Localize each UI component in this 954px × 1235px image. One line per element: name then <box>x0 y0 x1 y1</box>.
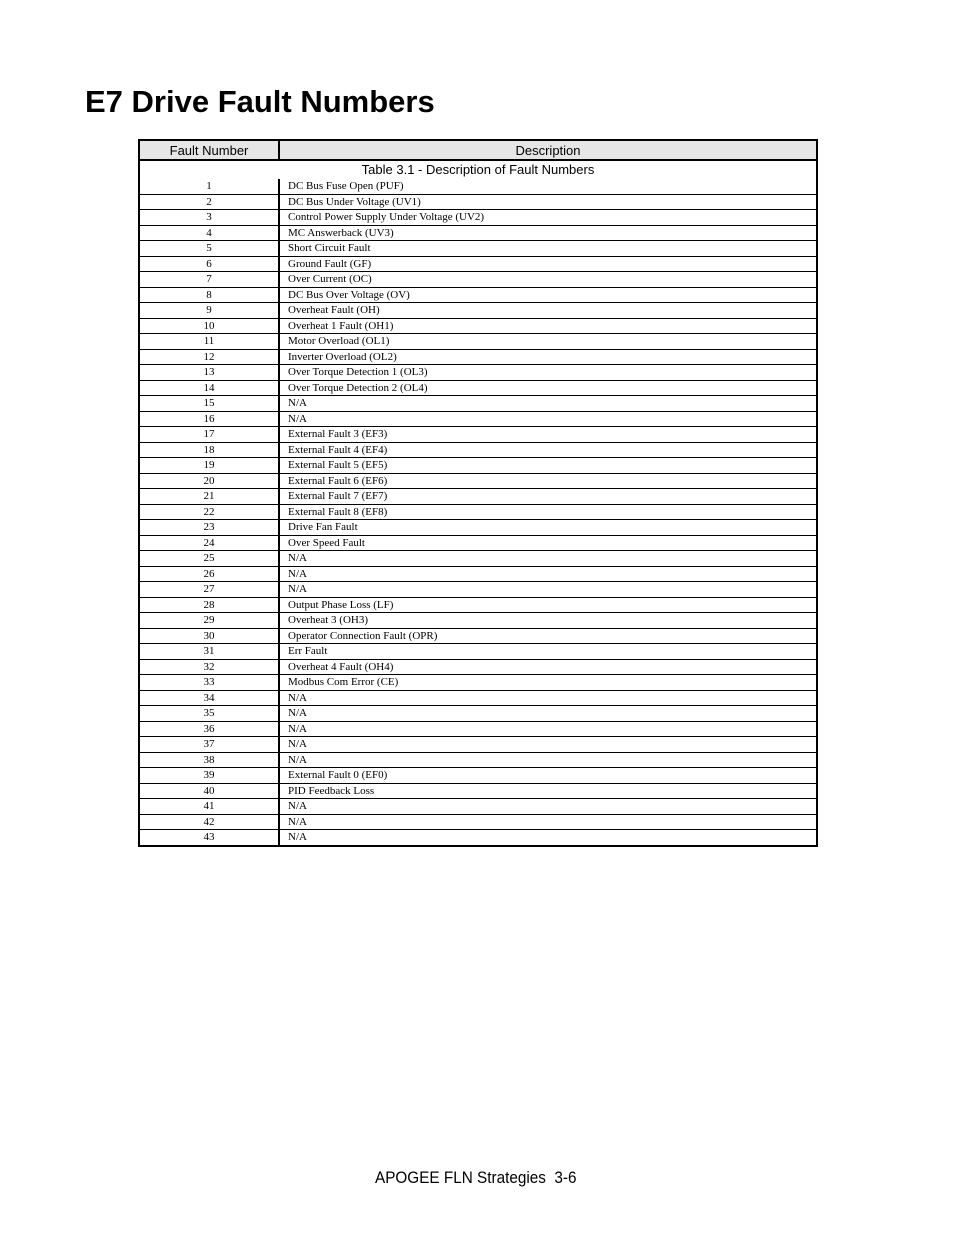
fault-number-cell: 6 <box>139 256 279 272</box>
fault-description-cell: Overheat 1 Fault (OH1) <box>279 318 817 334</box>
page-title: E7 Drive Fault Numbers <box>85 84 435 119</box>
header-fault-number: Fault Number <box>139 140 279 160</box>
fault-number-cell: 18 <box>139 442 279 458</box>
fault-number-cell: 2 <box>139 194 279 210</box>
table-row <box>139 349 817 365</box>
table-row <box>139 334 817 350</box>
fault-number-cell: 39 <box>139 768 279 784</box>
fault-number-cell: 17 <box>139 427 279 443</box>
table-row <box>139 396 817 412</box>
table-row <box>139 690 817 706</box>
table-row <box>139 597 817 613</box>
fault-number-cell: 7 <box>139 272 279 288</box>
fault-number-cell: 14 <box>139 380 279 396</box>
table-row <box>139 752 817 768</box>
fault-description-cell: MC Answerback (UV3) <box>279 225 817 241</box>
table-caption-group <box>139 160 817 179</box>
table-row <box>139 303 817 319</box>
fault-description-cell: External Fault 4 (EF4) <box>279 442 817 458</box>
fault-description-cell: Modbus Com Error (CE) <box>279 675 817 691</box>
table-row <box>139 628 817 644</box>
fault-description-cell: Motor Overload (OL1) <box>279 334 817 350</box>
fault-description-cell: Overheat 4 Fault (OH4) <box>279 659 817 675</box>
table-row <box>139 318 817 334</box>
fault-description-cell: Over Speed Fault <box>279 535 817 551</box>
table-row <box>139 830 817 846</box>
fault-number-cell: 8 <box>139 287 279 303</box>
table-row <box>139 241 817 257</box>
fault-description-cell: External Fault 5 (EF5) <box>279 458 817 474</box>
table-row <box>139 551 817 567</box>
fault-number-cell: 31 <box>139 644 279 660</box>
table-row <box>139 458 817 474</box>
fault-description-cell: PID Feedback Loss <box>279 783 817 799</box>
header-description: Description <box>279 140 817 160</box>
fault-description-cell: DC Bus Under Voltage (UV1) <box>279 194 817 210</box>
fault-description-cell: Overheat 3 (OH3) <box>279 613 817 629</box>
fault-description-cell: N/A <box>279 799 817 815</box>
table-row <box>139 380 817 396</box>
fault-number-cell: 4 <box>139 225 279 241</box>
table-caption-row <box>139 160 817 179</box>
fault-number-cell: 33 <box>139 675 279 691</box>
page-footer: APOGEE FLN Strategies 3-6 <box>375 1168 577 1187</box>
fault-description-cell: External Fault 3 (EF3) <box>279 427 817 443</box>
fault-number-cell: 15 <box>139 396 279 412</box>
fault-number-cell: 21 <box>139 489 279 505</box>
fault-description-cell: Short Circuit Fault <box>279 241 817 257</box>
fault-number-cell: 29 <box>139 613 279 629</box>
fault-description-cell: N/A <box>279 737 817 753</box>
table-row <box>139 179 817 194</box>
fault-number-cell: 38 <box>139 752 279 768</box>
table-row <box>139 473 817 489</box>
fault-number-cell: 41 <box>139 799 279 815</box>
fault-description-cell: External Fault 6 (EF6) <box>279 473 817 489</box>
table-header-row <box>139 140 817 160</box>
fault-description-cell: DC Bus Over Voltage (OV) <box>279 287 817 303</box>
table-row <box>139 411 817 427</box>
table-row <box>139 768 817 784</box>
fault-number-cell: 24 <box>139 535 279 551</box>
fault-description-cell: Control Power Supply Under Voltage (UV2) <box>279 210 817 226</box>
table-row <box>139 582 817 598</box>
fault-description-cell: N/A <box>279 582 817 598</box>
fault-number-cell: 19 <box>139 458 279 474</box>
table-row <box>139 365 817 381</box>
fault-description-cell: N/A <box>279 706 817 722</box>
fault-description-cell: Overheat Fault (OH) <box>279 303 817 319</box>
fault-description-cell: N/A <box>279 411 817 427</box>
fault-description-cell: N/A <box>279 566 817 582</box>
fault-number-cell: 12 <box>139 349 279 365</box>
fault-description-cell: Operator Connection Fault (OPR) <box>279 628 817 644</box>
table-row <box>139 799 817 815</box>
fault-number-cell: 9 <box>139 303 279 319</box>
fault-description-cell: External Fault 7 (EF7) <box>279 489 817 505</box>
fault-description-cell: Inverter Overload (OL2) <box>279 349 817 365</box>
table-row <box>139 210 817 226</box>
fault-description-cell: N/A <box>279 721 817 737</box>
fault-number-cell: 23 <box>139 520 279 536</box>
table-row <box>139 721 817 737</box>
table-row <box>139 489 817 505</box>
fault-description-cell: N/A <box>279 396 817 412</box>
table-row <box>139 644 817 660</box>
table-row <box>139 659 817 675</box>
table-row <box>139 737 817 753</box>
table-row <box>139 442 817 458</box>
table-row <box>139 504 817 520</box>
table-row <box>139 272 817 288</box>
fault-description-cell: N/A <box>279 690 817 706</box>
fault-number-cell: 11 <box>139 334 279 350</box>
table-row <box>139 814 817 830</box>
fault-description-cell: Over Torque Detection 2 (OL4) <box>279 380 817 396</box>
fault-description-cell: External Fault 0 (EF0) <box>279 768 817 784</box>
fault-description-cell: Over Current (OC) <box>279 272 817 288</box>
fault-description-cell: Over Torque Detection 1 (OL3) <box>279 365 817 381</box>
table-row <box>139 535 817 551</box>
fault-description-cell: Ground Fault (GF) <box>279 256 817 272</box>
table-row <box>139 675 817 691</box>
fault-number-cell: 30 <box>139 628 279 644</box>
table-row <box>139 520 817 536</box>
fault-number-cell: 42 <box>139 814 279 830</box>
table-row <box>139 256 817 272</box>
table-header <box>139 140 817 160</box>
fault-description-cell: N/A <box>279 752 817 768</box>
fault-description-cell: N/A <box>288 831 307 844</box>
fault-number-cell: 35 <box>139 706 279 722</box>
fault-number-cell: 40 <box>139 783 279 799</box>
table-row <box>139 225 817 241</box>
table-body <box>139 179 817 846</box>
fault-description-cell: DC Bus Fuse Open (PUF) <box>279 179 817 194</box>
table-row <box>139 287 817 303</box>
fault-description-cell: N/A <box>279 551 817 567</box>
fault-number-cell: 34 <box>139 690 279 706</box>
fault-number-cell: 22 <box>139 504 279 520</box>
fault-description-cell: Err Fault <box>279 644 817 660</box>
fault-number-cell: 32 <box>139 659 279 675</box>
table-row <box>139 427 817 443</box>
table-row <box>139 566 817 582</box>
table-row <box>139 613 817 629</box>
fault-description-cell: N/A <box>279 814 817 830</box>
fault-number-cell: 37 <box>139 737 279 753</box>
fault-number-cell: 1 <box>139 179 279 194</box>
fault-number-cell: 27 <box>139 582 279 598</box>
fault-number-cell: 5 <box>139 241 279 257</box>
table-row <box>139 194 817 210</box>
table-caption: Table 3.1 - Description of Fault Numbers <box>139 160 817 179</box>
fault-number-cell: 36 <box>139 721 279 737</box>
fault-description-cell: External Fault 8 (EF8) <box>279 504 817 520</box>
fault-number-cell: 25 <box>139 551 279 567</box>
fault-number-cell: 28 <box>139 597 279 613</box>
fault-number-cell: 16 <box>139 411 279 427</box>
fault-number-cell: 43 <box>139 830 279 846</box>
table-row <box>139 706 817 722</box>
fault-description-cell: Output Phase Loss (LF) <box>279 597 817 613</box>
fault-number-cell: 20 <box>139 473 279 489</box>
fault-number-cell: 13 <box>139 365 279 381</box>
fault-description-cell: Drive Fan Fault <box>279 520 817 536</box>
table-row <box>139 783 817 799</box>
fault-number-cell: 3 <box>139 210 279 226</box>
fault-number-cell: 10 <box>139 318 279 334</box>
fault-number-cell: 26 <box>139 566 279 582</box>
fault-table <box>138 139 818 847</box>
